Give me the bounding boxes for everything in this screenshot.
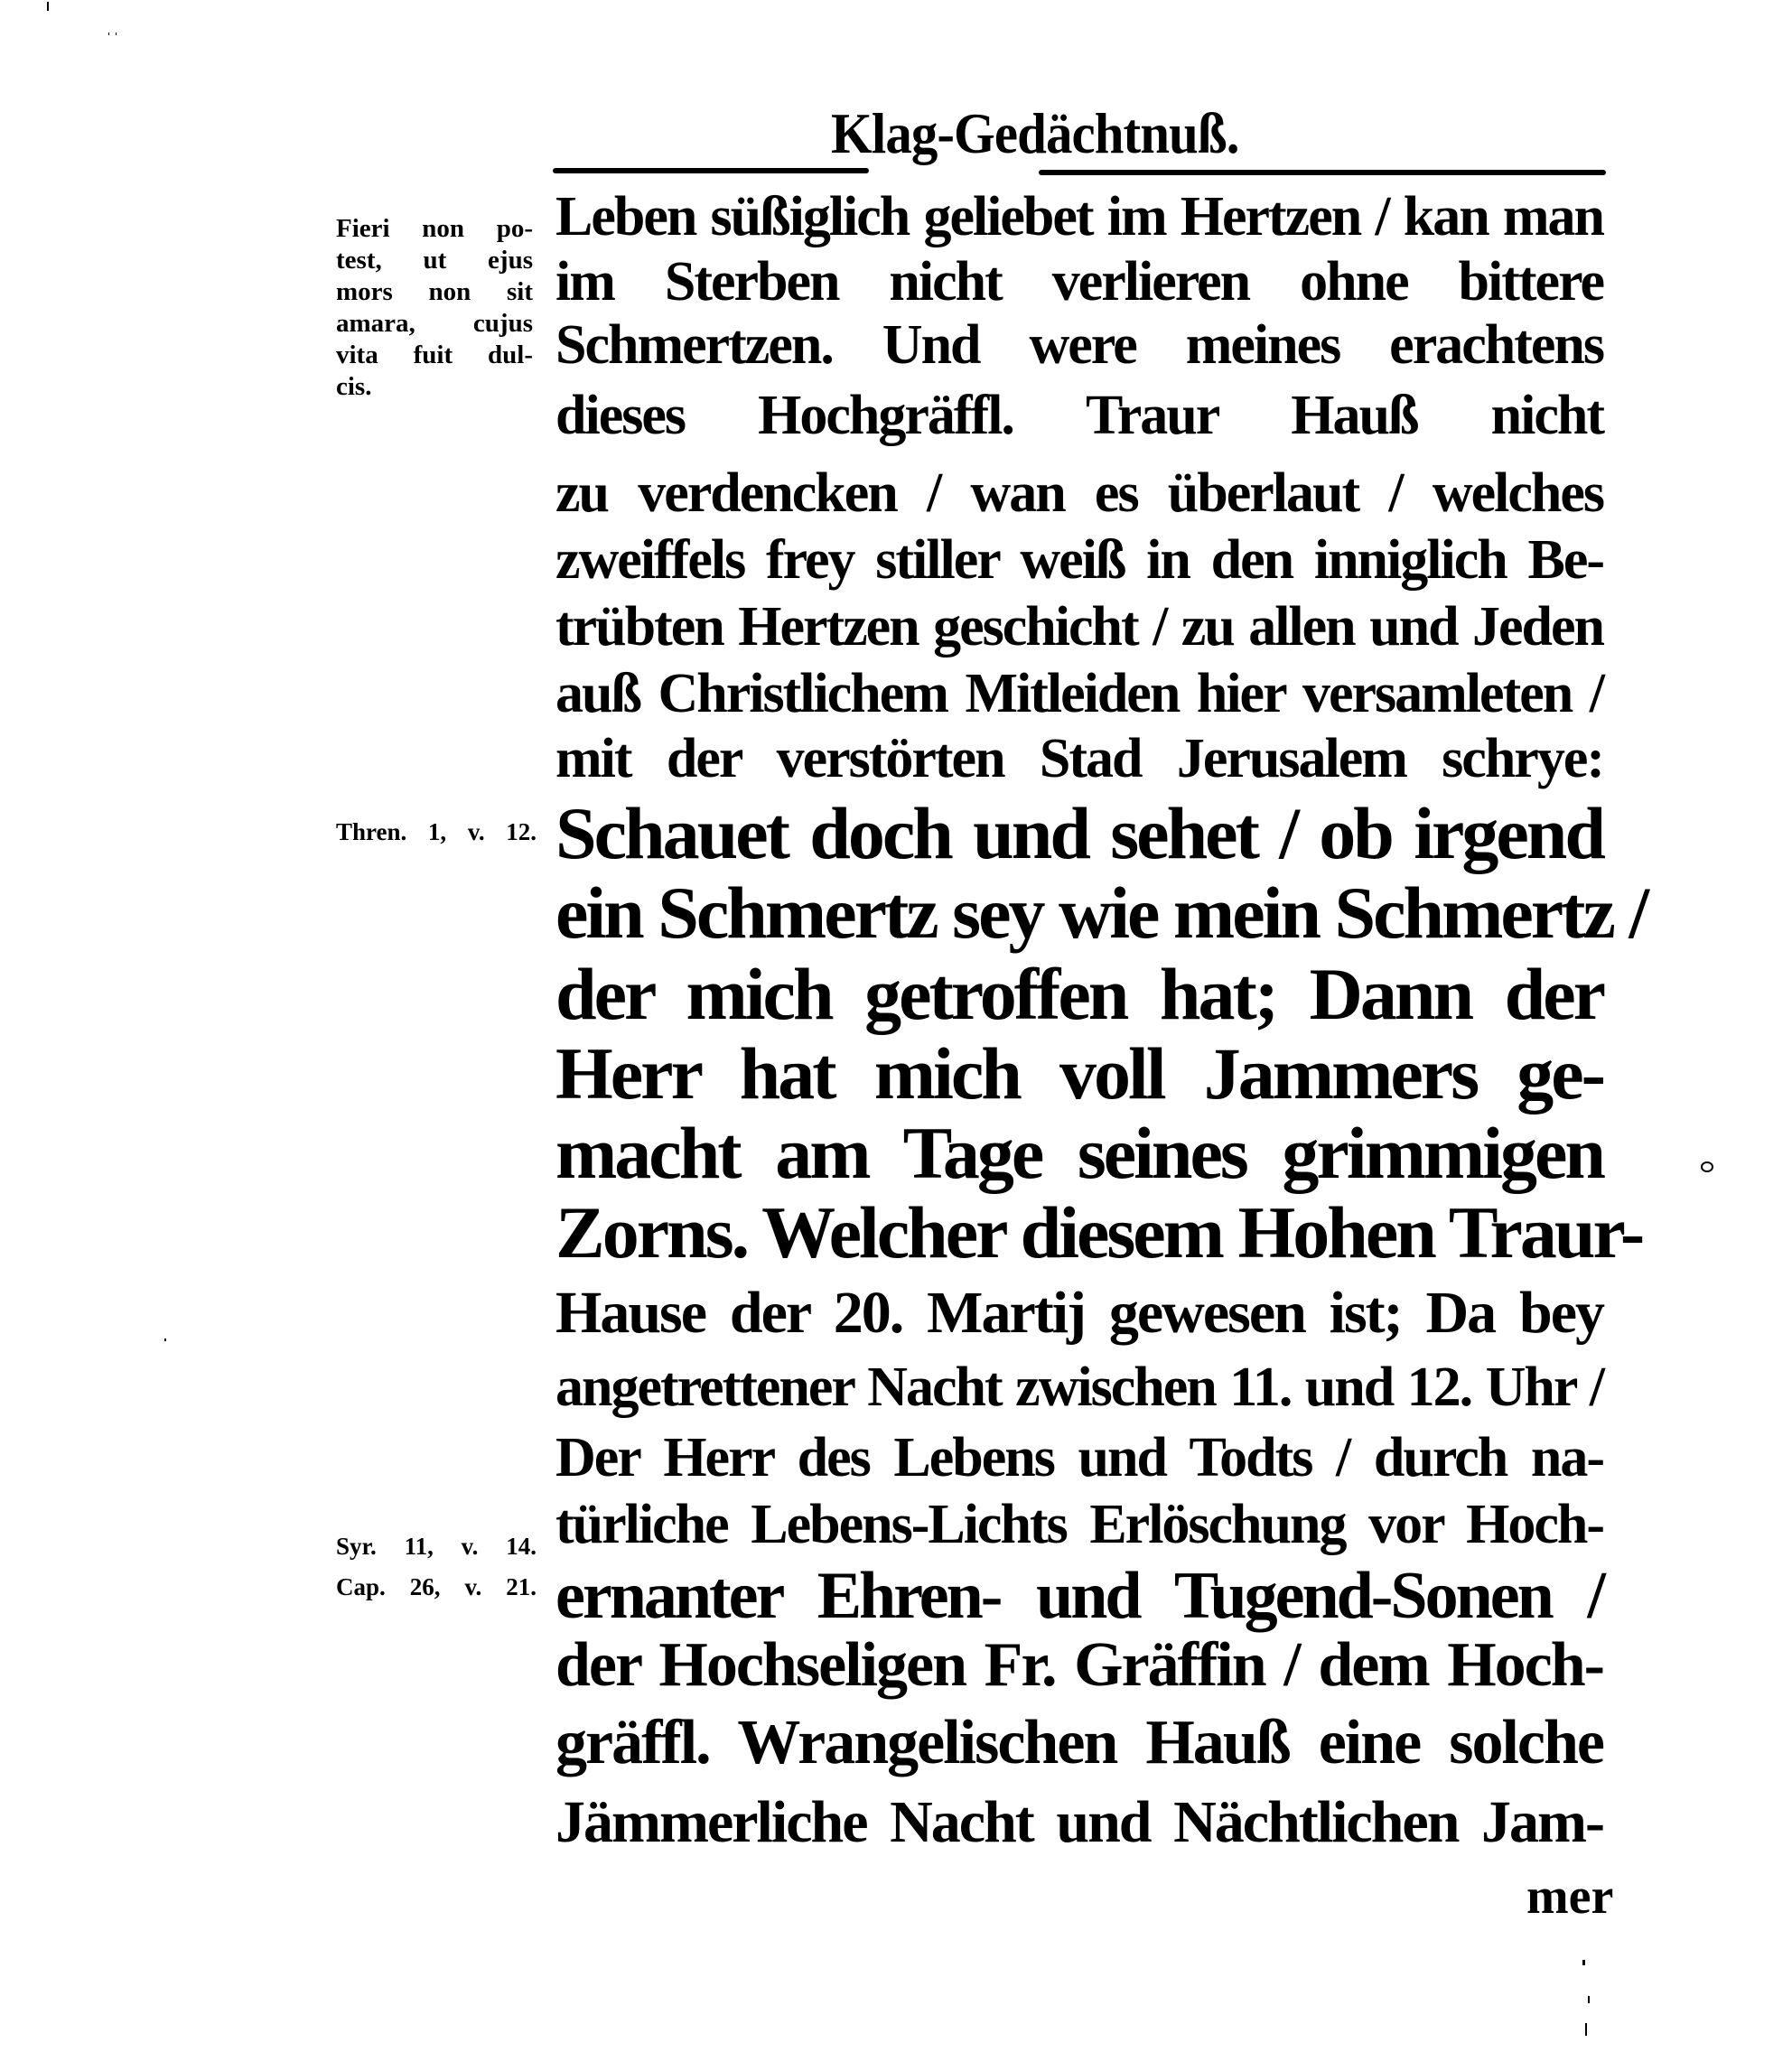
body-line: auß Christlichem Mitleiden hier versamleten /	[555, 663, 1603, 724]
body-line: mit der verstörten Stad Jerusalem schrye:	[555, 728, 1603, 789]
margin-note-line: amara, cujus	[336, 309, 533, 338]
scan-speck	[108, 33, 109, 35]
body-line: angetrettener Nacht zwischen 11. und 12. Uhr /	[555, 1357, 1603, 1418]
body-line: gräffl. Wrangelischen Hauß eine solche	[555, 1708, 1603, 1777]
scan-speck	[1582, 1960, 1585, 1965]
body-line-quote: Herr hat mich voll Jammers ge-	[555, 1032, 1603, 1115]
body-line: Hause der 20. Martij gewesen ist; Da bey	[555, 1280, 1603, 1346]
scan-speck	[1585, 2023, 1587, 2036]
body-line: Schmertzen. Und were meines erachtens	[555, 314, 1603, 376]
margin-note-line: vita fuit dul-	[336, 340, 533, 369]
scan-ring-mark	[1701, 1161, 1713, 1172]
margin-note-line: mors non sit	[336, 277, 533, 306]
margin-note-line: test, ut ejus	[336, 246, 533, 275]
scan-speck	[164, 1338, 166, 1341]
scan-speck	[47, 2, 49, 11]
body-line: Leben süßiglich geliebet im Hertzen / kan man	[555, 186, 1603, 247]
margin-note-line: cis.	[336, 372, 372, 401]
body-line-quote: Schauet doch und sehet / ob irgend	[555, 792, 1603, 874]
body-line: Der Herr des Lebens und Todts / durch na-	[555, 1427, 1603, 1488]
body-line-quote: macht am Tage seines grimmigen	[555, 1112, 1603, 1194]
body-line: der Hochseligen Fr. Gräffin / dem Hoch-	[555, 1630, 1603, 1700]
running-head: Klag-Gedächtnuß.	[831, 101, 1239, 165]
header-rule-right	[1039, 170, 1606, 175]
body-line: Jämmerliche Nacht und Nächtlichen Jam-	[555, 1789, 1603, 1855]
body-line: zweiffels frey stiller weiß in den inniglich Be-	[555, 529, 1603, 591]
body-line: türliche Lebens-Lichts Erlöschung vor Hoch-	[555, 1494, 1603, 1555]
body-line-quote: der mich getroffen hat; Dann der	[555, 953, 1603, 1035]
body-line: trübten Hertzen geschicht / zu allen und Jeden	[555, 596, 1603, 658]
body-line: ernanter Ehren- und Tugend-Sonen /	[555, 1559, 1603, 1633]
margin-ref-syr: Syr. 11, v. 14.	[336, 1533, 537, 1560]
scan-speck	[116, 33, 117, 35]
margin-note-line: Fieri non po-	[336, 214, 533, 243]
body-line-quote: ein Schmertz sey wie mein Schmertz /	[555, 872, 1647, 954]
header-rule-left	[553, 168, 869, 173]
body-line: zu verdencken / wan es überlaut / welches	[555, 462, 1603, 524]
scan-speck	[1588, 1996, 1590, 2003]
margin-ref-cap: Cap. 26, v. 21.	[336, 1573, 537, 1600]
catchword: mer	[1526, 1869, 1614, 1925]
margin-note-latin	[336, 213, 533, 403]
body-line: im Sterben nicht verlieren ohne bittere	[555, 251, 1603, 312]
body-line: Zorns. Welcher diesem Hohen Traur-	[555, 1191, 1643, 1273]
margin-ref-threni: Thren. 1, v. 12.	[336, 818, 537, 845]
body-line: dieses Hochgräffl. Traur Hauß nicht	[555, 385, 1603, 446]
